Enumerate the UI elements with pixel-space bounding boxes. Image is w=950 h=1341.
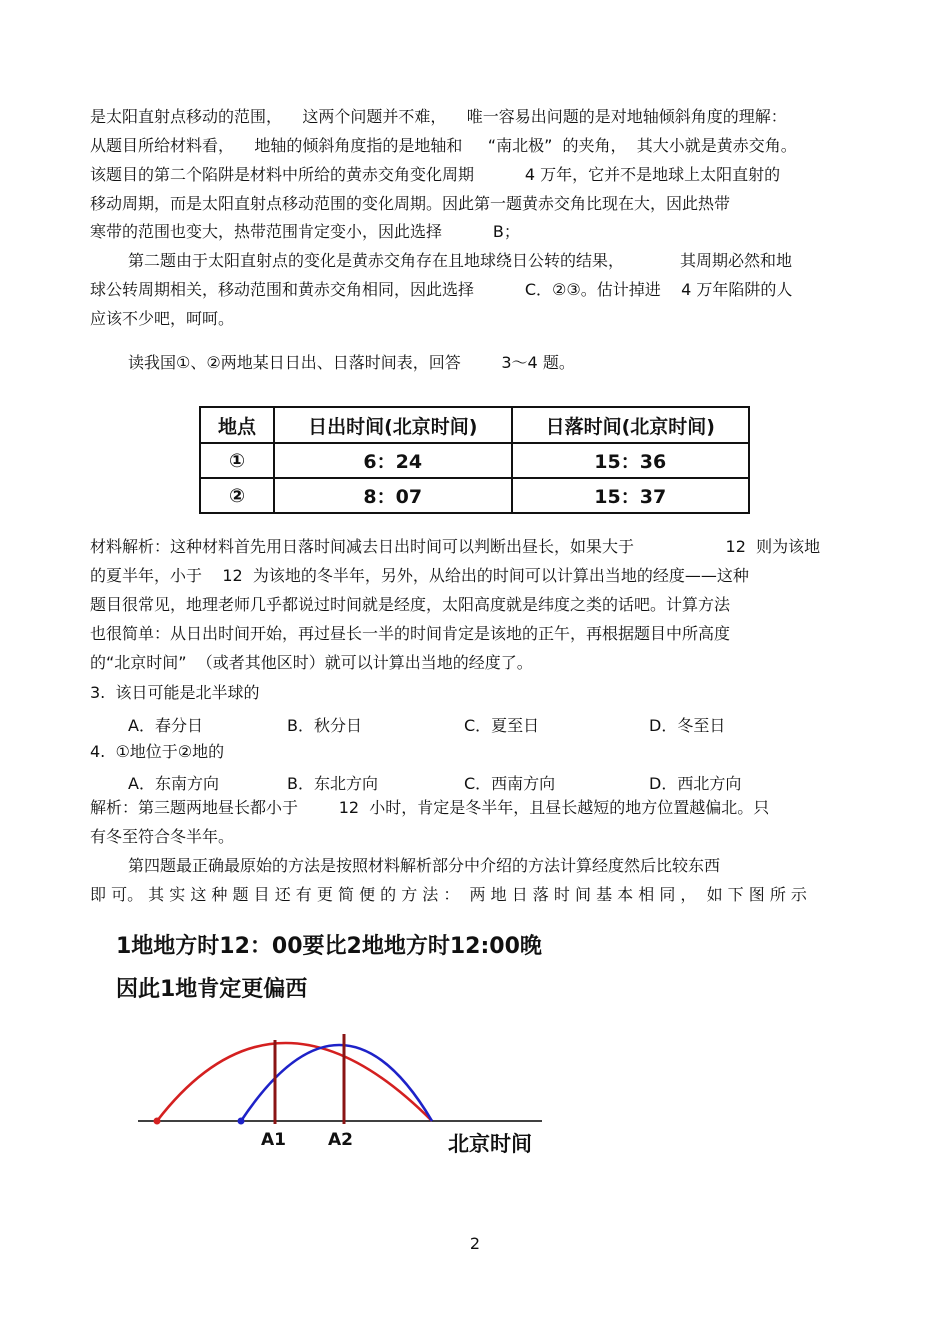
table-header: 地点	[200, 407, 274, 443]
table-cell: 6：24	[274, 443, 512, 478]
option-b: B．秋分日	[287, 716, 362, 735]
curve-location-2	[241, 1045, 432, 1121]
question-intro: 读我国①、②两地某日日出、日落时间表，回答 3～4 题。	[128, 353, 575, 372]
curve-location-1	[157, 1043, 432, 1121]
option-d: D．冬至日	[649, 716, 726, 735]
table-cell: ②	[200, 478, 274, 513]
figure-caption: 1地地方时12：00要比2地地方时12:00晚	[116, 934, 542, 959]
question-options	[128, 713, 768, 733]
text-line: 的夏半年，小于 12 为该地的冬半年，另外，从给出的时间可以计算出当地的经度——这种	[90, 566, 749, 585]
solar-noon-figure	[130, 1020, 560, 1170]
text-line: 也很简单：从日出时间开始，再过昼长一半的时间肯定是该地的正午，再根据题目中所高度	[90, 624, 731, 643]
table-cell: 8：07	[274, 478, 512, 513]
table-header: 日落时间(北京时间)	[512, 407, 750, 443]
text-line: 第四题最正确最原始的方法是按照材料解析部分中介绍的方法计算经度然后比较东西	[128, 856, 721, 875]
text-line: 题目很常见，地理老师几乎都说过时间就是经度，太阳高度就是纬度之类的话吧。计算方法	[90, 595, 731, 614]
text-line: 寒带的范围也变大，热带范围肯定变小，因此选择 B；	[90, 222, 520, 241]
question-stem: 3. 该日可能是北半球的	[90, 683, 260, 702]
text-line: 材料解析：这种材料首先用日落时间减去日出时间可以判断出昼长，如果大于 12 则为该地	[90, 537, 821, 556]
page-number: 2	[469, 1234, 481, 1253]
text-line: 解析：第三题两地昼长都小于 12 小时，肯定是冬半年，且昼长越短的地方位置越偏北。只	[90, 798, 770, 817]
label-a1: A1	[261, 1130, 286, 1150]
text-line: 第二题由于太阳直射点的变化是黄赤交角存在且地球绕日公转的结果， 其周期必然和地	[128, 251, 792, 270]
option-b: B．东北方向	[287, 774, 378, 793]
table-cell: ①	[200, 443, 274, 478]
start-point-1	[154, 1118, 161, 1125]
axis-label: 北京时间	[448, 1132, 532, 1156]
figure-caption: 因此1地肯定更偏西	[116, 977, 308, 1002]
text-line: 是太阳直射点移动的范围， 这两个问题并不难， 唯一容易出问题的是对地轴倾斜角度的理解：	[90, 107, 787, 126]
text-line: 应该不少吧，呵呵。	[90, 309, 235, 328]
text-line: 有冬至符合冬半年。	[90, 827, 235, 846]
start-point-2	[238, 1118, 245, 1125]
table-cell: 15：36	[512, 443, 750, 478]
table-row	[200, 443, 749, 478]
table-cell: 15：37	[512, 478, 750, 513]
option-a: A．东南方向	[128, 774, 219, 793]
table-row	[200, 478, 749, 513]
option-d: D．西北方向	[649, 774, 742, 793]
question-stem: 4. ①地位于②地的	[90, 742, 225, 761]
text-line: 该题目的第二个陷阱是材料中所给的黄赤交角变化周期 4 万年，它并不是地球上太阳直射的	[90, 165, 781, 184]
text-line: 即 可。 其 实 这 种 题 目 还 有 更 简 便 的 方 法 ： 两 地 日 落 时 间 基 本 相 同 ， 如 下 图 所 示	[90, 885, 807, 904]
option-c: C．西南方向	[464, 774, 556, 793]
question-options	[128, 771, 768, 791]
text-line: 移动周期，而是太阳直射点移动范围的变化周期。因此第一题黄赤交角比现在大，因此热带	[90, 194, 731, 213]
label-a2: A2	[328, 1130, 353, 1150]
text-line: 的“北京时间” （或者其他区时）就可以计算出当地的经度了。	[90, 653, 533, 672]
option-c: C．夏至日	[464, 716, 540, 735]
text-line: 从题目所给材料看， 地轴的倾斜角度指的是地轴和 “南北极” 的夹角， 其大小就是黄赤交角。	[90, 136, 797, 155]
text-line: 球公转周期相关，移动范围和黄赤交角相同，因此选择 C．②③。估计掉进 4 万年陷阱的人	[90, 280, 793, 299]
option-a: A．春分日	[128, 716, 203, 735]
table-header: 日出时间(北京时间)	[274, 407, 512, 443]
sunrise-sunset-table	[199, 406, 750, 514]
